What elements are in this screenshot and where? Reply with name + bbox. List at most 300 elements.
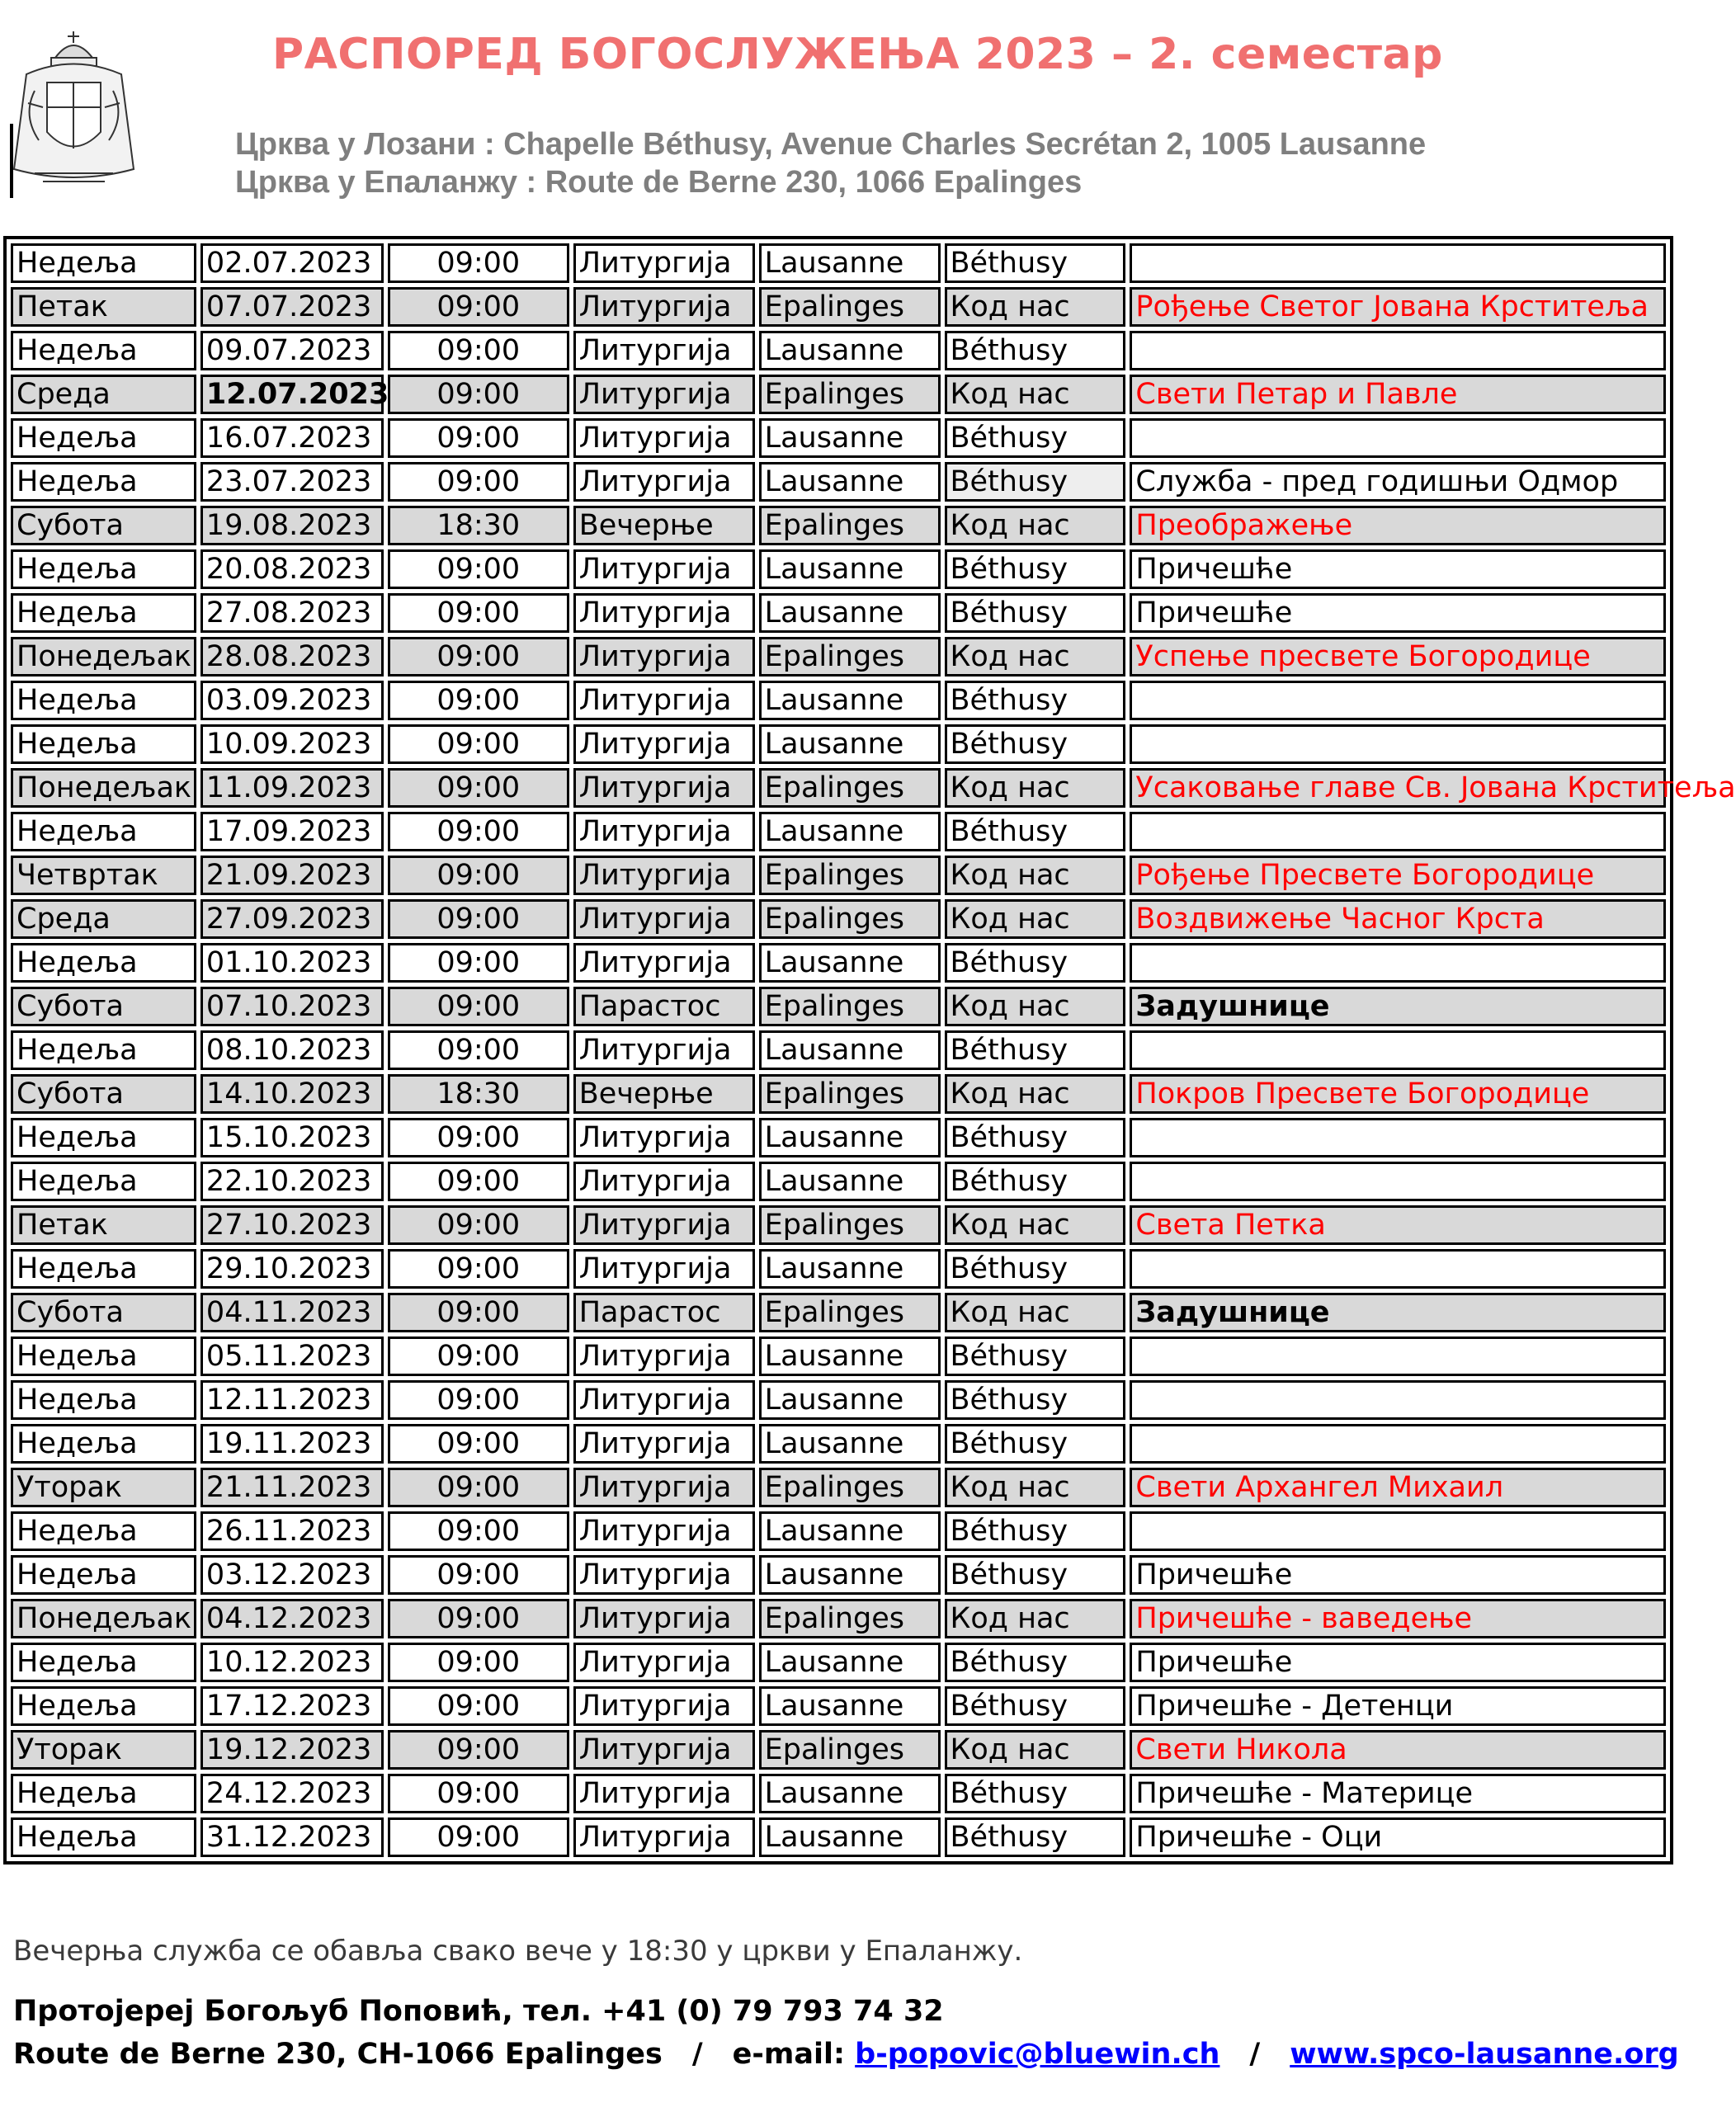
cell-day: Четвртак bbox=[11, 856, 196, 895]
cell-service: Литургија bbox=[573, 943, 755, 983]
cell-location: Код нас bbox=[945, 768, 1126, 808]
cell-service: Литургија bbox=[573, 724, 755, 764]
cell-service: Литургија bbox=[573, 856, 755, 895]
cell-note: Преображење bbox=[1130, 506, 1666, 545]
cell-place: Lausanne bbox=[759, 1336, 941, 1376]
cell-note: Свети Никола bbox=[1130, 1730, 1666, 1770]
cell-date: 07.10.2023 bbox=[200, 987, 384, 1026]
cell-location: Béthusy bbox=[945, 1511, 1126, 1551]
cell-location: Béthusy bbox=[945, 681, 1126, 720]
vespers-note: Вечерња служба се обавља свако вече у 18:30 у цркви у Епаланжу. bbox=[13, 1935, 1023, 1968]
cell-location: Béthusy bbox=[945, 593, 1126, 633]
cell-service: Литургија bbox=[573, 462, 755, 502]
cell-day: Недеља bbox=[11, 943, 196, 983]
cell-place: Lausanne bbox=[759, 681, 941, 720]
cell-day: Субота bbox=[11, 987, 196, 1026]
cell-service: Литургија bbox=[573, 1118, 755, 1157]
cell-place: Epalinges bbox=[759, 1205, 941, 1245]
cell-note: Причешће bbox=[1130, 1555, 1666, 1595]
cell-date: 03.09.2023 bbox=[200, 681, 384, 720]
cell-day: Недеља bbox=[11, 1336, 196, 1376]
cell-place: Lausanne bbox=[759, 1162, 941, 1201]
table-row bbox=[11, 331, 1666, 370]
cell-note: Задушнице bbox=[1130, 1293, 1666, 1332]
cell-day: Недеља bbox=[11, 549, 196, 589]
cell-time: 09:00 bbox=[388, 1118, 569, 1157]
cell-note: Успење пресвете Богородице bbox=[1130, 637, 1666, 676]
table-row bbox=[11, 287, 1666, 327]
cell-note bbox=[1130, 1424, 1666, 1464]
cell-time: 18:30 bbox=[388, 506, 569, 545]
cell-date: 17.12.2023 bbox=[200, 1686, 384, 1726]
cell-day: Петак bbox=[11, 287, 196, 327]
cell-date: 19.12.2023 bbox=[200, 1730, 384, 1770]
cell-service: Литургија bbox=[573, 1643, 755, 1682]
cell-place: Lausanne bbox=[759, 462, 941, 502]
cell-note: Причешће - ваведење bbox=[1130, 1599, 1666, 1638]
cell-date: 24.12.2023 bbox=[200, 1774, 384, 1813]
cell-note bbox=[1130, 812, 1666, 851]
cell-place: Lausanne bbox=[759, 243, 941, 283]
cell-service: Литургија bbox=[573, 287, 755, 327]
cell-note bbox=[1130, 1249, 1666, 1289]
address-epalinges: Црква у Епаланжу : Route de Berne 230, 1066 Epalinges bbox=[235, 165, 1083, 200]
table-row bbox=[11, 1686, 1666, 1726]
cell-service: Литургија bbox=[573, 1162, 755, 1201]
cell-location: Béthusy bbox=[945, 1162, 1126, 1201]
cell-note bbox=[1130, 1118, 1666, 1157]
cell-service: Литургија bbox=[573, 1817, 755, 1857]
cell-time: 09:00 bbox=[388, 418, 569, 458]
cell-note: Рођење Светог Јована Крститеља bbox=[1130, 287, 1666, 327]
cell-day: Недеља bbox=[11, 1118, 196, 1157]
cell-location: Код нас bbox=[945, 1205, 1126, 1245]
table-row bbox=[11, 987, 1666, 1026]
cell-note: Причешће bbox=[1130, 1643, 1666, 1682]
cell-note bbox=[1130, 1162, 1666, 1201]
cell-time: 09:00 bbox=[388, 637, 569, 676]
table-row bbox=[11, 1380, 1666, 1420]
cell-time: 09:00 bbox=[388, 856, 569, 895]
cell-place: Epalinges bbox=[759, 1730, 941, 1770]
cell-day: Уторак bbox=[11, 1730, 196, 1770]
cell-date: 15.10.2023 bbox=[200, 1118, 384, 1157]
cell-place: Epalinges bbox=[759, 1293, 941, 1332]
cell-date: 26.11.2023 bbox=[200, 1511, 384, 1551]
cell-time: 09:00 bbox=[388, 1380, 569, 1420]
cell-day: Недеља bbox=[11, 1686, 196, 1726]
cell-time: 09:00 bbox=[388, 812, 569, 851]
cell-time: 09:00 bbox=[388, 549, 569, 589]
table-row bbox=[11, 593, 1666, 633]
table-row bbox=[11, 681, 1666, 720]
cell-service: Литургија bbox=[573, 1380, 755, 1420]
cell-service: Литургија bbox=[573, 418, 755, 458]
cell-service: Литургија bbox=[573, 1249, 755, 1289]
cell-service: Литургија bbox=[573, 1730, 755, 1770]
table-row bbox=[11, 899, 1666, 939]
cell-date: 09.07.2023 bbox=[200, 331, 384, 370]
cell-time: 09:00 bbox=[388, 1468, 569, 1507]
cell-note bbox=[1130, 681, 1666, 720]
table-row bbox=[11, 1249, 1666, 1289]
cell-date: 20.08.2023 bbox=[200, 549, 384, 589]
cell-service: Литургија bbox=[573, 1336, 755, 1376]
table-row bbox=[11, 1162, 1666, 1201]
cell-location: Béthusy bbox=[945, 1817, 1126, 1857]
cell-location: Béthusy bbox=[945, 1643, 1126, 1682]
cell-note bbox=[1130, 331, 1666, 370]
table-row bbox=[11, 1293, 1666, 1332]
cell-day: Недеља bbox=[11, 724, 196, 764]
cell-location: Код нас bbox=[945, 1730, 1126, 1770]
cell-time: 18:30 bbox=[388, 1074, 569, 1114]
cell-location: Béthusy bbox=[945, 1336, 1126, 1376]
cell-place: Epalinges bbox=[759, 375, 941, 414]
table-row bbox=[11, 1817, 1666, 1857]
cell-time: 09:00 bbox=[388, 1555, 569, 1595]
cell-time: 09:00 bbox=[388, 331, 569, 370]
cell-location: Béthusy bbox=[945, 418, 1126, 458]
cell-location: Béthusy bbox=[945, 1424, 1126, 1464]
website-link[interactable]: www.spco-lausanne.org bbox=[1290, 2038, 1679, 2071]
cell-service: Литургија bbox=[573, 1424, 755, 1464]
crest-divider bbox=[10, 124, 13, 198]
cell-service: Литургија bbox=[573, 593, 755, 633]
cell-service: Литургија bbox=[573, 1599, 755, 1638]
cell-location: Код нас bbox=[945, 375, 1126, 414]
cell-service: Литургија bbox=[573, 1468, 755, 1507]
cell-service: Литургија bbox=[573, 243, 755, 283]
table-row bbox=[11, 549, 1666, 589]
cell-note bbox=[1130, 1336, 1666, 1376]
cell-location: Код нас bbox=[945, 1599, 1126, 1638]
page-title: РАСПОРЕД БОГОСЛУЖЕЊА 2023 – 2. семестар bbox=[272, 30, 1443, 79]
cell-date: 22.10.2023 bbox=[200, 1162, 384, 1201]
cell-location: Béthusy bbox=[945, 1380, 1126, 1420]
table-row bbox=[11, 1205, 1666, 1245]
cell-time: 09:00 bbox=[388, 1686, 569, 1726]
cell-note bbox=[1130, 724, 1666, 764]
table-row bbox=[11, 812, 1666, 851]
church-crest-icon bbox=[10, 25, 138, 198]
cell-day: Субота bbox=[11, 1293, 196, 1332]
cell-note: Рођење Пресвете Богородице bbox=[1130, 856, 1666, 895]
separator: / bbox=[1249, 2038, 1261, 2071]
cell-service: Литургија bbox=[573, 1030, 755, 1070]
cell-place: Lausanne bbox=[759, 1511, 941, 1551]
cell-day: Недеља bbox=[11, 243, 196, 283]
table-row bbox=[11, 1599, 1666, 1638]
cell-place: Epalinges bbox=[759, 856, 941, 895]
cell-note: Причешће - Материце bbox=[1130, 1774, 1666, 1813]
cell-day: Недеља bbox=[11, 1249, 196, 1289]
cell-location: Béthusy bbox=[945, 549, 1126, 589]
cell-note bbox=[1130, 1511, 1666, 1551]
cell-time: 09:00 bbox=[388, 1205, 569, 1245]
cell-place: Lausanne bbox=[759, 1249, 941, 1289]
table-row bbox=[11, 943, 1666, 983]
cell-place: Lausanne bbox=[759, 1424, 941, 1464]
cell-date: 10.09.2023 bbox=[200, 724, 384, 764]
cell-service: Вечерње bbox=[573, 1074, 755, 1114]
contact-line bbox=[13, 2038, 1679, 2071]
cell-service: Литургија bbox=[573, 768, 755, 808]
table-row bbox=[11, 1118, 1666, 1157]
cell-note: Служба - пред годишњи Одмор bbox=[1130, 462, 1666, 502]
cell-location: Béthusy bbox=[945, 724, 1126, 764]
cell-service: Литургија bbox=[573, 1774, 755, 1813]
cell-place: Lausanne bbox=[759, 1817, 941, 1857]
cell-day: Недеља bbox=[11, 1555, 196, 1595]
cell-date: 19.11.2023 bbox=[200, 1424, 384, 1464]
cell-place: Epalinges bbox=[759, 1599, 941, 1638]
email-label: e-mail: bbox=[732, 2038, 845, 2071]
cell-time: 09:00 bbox=[388, 1730, 569, 1770]
cell-location: Код нас bbox=[945, 1468, 1126, 1507]
cell-place: Lausanne bbox=[759, 812, 941, 851]
cell-service: Литургија bbox=[573, 1205, 755, 1245]
cell-day: Недеља bbox=[11, 593, 196, 633]
cell-day: Недеља bbox=[11, 1424, 196, 1464]
cell-note: Свети Архангел Михаил bbox=[1130, 1468, 1666, 1507]
cell-place: Epalinges bbox=[759, 287, 941, 327]
cell-day: Недеља bbox=[11, 1643, 196, 1682]
table-row bbox=[11, 637, 1666, 676]
cell-day: Недеља bbox=[11, 812, 196, 851]
cell-note: Причешће - Детенци bbox=[1130, 1686, 1666, 1726]
address-lausanne: Црква у Лозани : Chapelle Béthusy, Avenue Charles Secrétan 2, 1005 Lausanne bbox=[235, 127, 1427, 162]
cell-time: 09:00 bbox=[388, 287, 569, 327]
cell-place: Lausanne bbox=[759, 943, 941, 983]
cell-place: Epalinges bbox=[759, 1074, 941, 1114]
cell-place: Lausanne bbox=[759, 1643, 941, 1682]
table-row bbox=[11, 506, 1666, 545]
cell-place: Lausanne bbox=[759, 1030, 941, 1070]
cell-service: Литургија bbox=[573, 331, 755, 370]
cell-location: Béthusy bbox=[945, 1249, 1126, 1289]
cell-date: 05.11.2023 bbox=[200, 1336, 384, 1376]
table-row bbox=[11, 1074, 1666, 1114]
cell-time: 09:00 bbox=[388, 899, 569, 939]
cell-place: Epalinges bbox=[759, 506, 941, 545]
cell-location: Код нас bbox=[945, 287, 1126, 327]
cell-day: Недеља bbox=[11, 1817, 196, 1857]
cell-date: 14.10.2023 bbox=[200, 1074, 384, 1114]
cell-date: 27.09.2023 bbox=[200, 899, 384, 939]
table-row bbox=[11, 1424, 1666, 1464]
cell-note: Света Петка bbox=[1130, 1205, 1666, 1245]
cell-time: 09:00 bbox=[388, 987, 569, 1026]
cell-date: 12.07.2023 bbox=[200, 375, 384, 414]
cell-day: Недеља bbox=[11, 1380, 196, 1420]
cell-time: 09:00 bbox=[388, 593, 569, 633]
schedule-table bbox=[3, 236, 1736, 1864]
cell-location: Béthusy bbox=[945, 812, 1126, 851]
cell-time: 09:00 bbox=[388, 1643, 569, 1682]
cell-place: Lausanne bbox=[759, 724, 941, 764]
cell-location: Béthusy bbox=[945, 1686, 1126, 1726]
cell-day: Понедељак bbox=[11, 1599, 196, 1638]
cell-location: Béthusy bbox=[945, 243, 1126, 283]
cell-day: Петак bbox=[11, 1205, 196, 1245]
cell-service: Парастос bbox=[573, 987, 755, 1026]
cell-place: Lausanne bbox=[759, 593, 941, 633]
cell-note bbox=[1130, 243, 1666, 283]
cell-service: Литургија bbox=[573, 1511, 755, 1551]
table-row bbox=[11, 1336, 1666, 1376]
cell-service: Литургија bbox=[573, 681, 755, 720]
cell-day: Недеља bbox=[11, 1162, 196, 1201]
cell-date: 07.07.2023 bbox=[200, 287, 384, 327]
priest-contact: Протојереј Богољуб Поповић, тел. +41 (0) 79 793 74 32 bbox=[13, 1995, 944, 2028]
cell-date: 19.08.2023 bbox=[200, 506, 384, 545]
cell-day: Недеља bbox=[11, 418, 196, 458]
cell-location: Код нас bbox=[945, 856, 1126, 895]
cell-date: 28.08.2023 bbox=[200, 637, 384, 676]
cell-place: Lausanne bbox=[759, 549, 941, 589]
cell-time: 09:00 bbox=[388, 375, 569, 414]
table-row bbox=[11, 1468, 1666, 1507]
cell-date: 08.10.2023 bbox=[200, 1030, 384, 1070]
cell-day: Недеља bbox=[11, 1774, 196, 1813]
cell-place: Epalinges bbox=[759, 899, 941, 939]
cell-note: Покров Пресвете Богородице bbox=[1130, 1074, 1666, 1114]
cell-place: Lausanne bbox=[759, 331, 941, 370]
cell-place: Epalinges bbox=[759, 768, 941, 808]
cell-place: Lausanne bbox=[759, 418, 941, 458]
table-row bbox=[11, 418, 1666, 458]
table-row bbox=[11, 724, 1666, 764]
cell-day: Недеља bbox=[11, 462, 196, 502]
cell-place: Lausanne bbox=[759, 1380, 941, 1420]
cell-note: Воздвижење Часног Крста bbox=[1130, 899, 1666, 939]
table-row bbox=[11, 1730, 1666, 1770]
cell-location: Код нас bbox=[945, 987, 1126, 1026]
cell-service: Литургија bbox=[573, 549, 755, 589]
cell-place: Epalinges bbox=[759, 987, 941, 1026]
cell-service: Парастос bbox=[573, 1293, 755, 1332]
cell-place: Lausanne bbox=[759, 1118, 941, 1157]
table-row bbox=[11, 856, 1666, 895]
cell-service: Литургија bbox=[573, 899, 755, 939]
table-row bbox=[11, 243, 1666, 283]
cell-time: 09:00 bbox=[388, 1293, 569, 1332]
cell-location: Béthusy bbox=[945, 1555, 1126, 1595]
cell-day: Субота bbox=[11, 1074, 196, 1114]
cell-place: Epalinges bbox=[759, 637, 941, 676]
cell-date: 11.09.2023 bbox=[200, 768, 384, 808]
cell-date: 23.07.2023 bbox=[200, 462, 384, 502]
cell-location: Код нас bbox=[945, 1293, 1126, 1332]
table-row bbox=[11, 462, 1666, 502]
schedule-body bbox=[11, 243, 1736, 1857]
cell-note: Свети Петар и Павле bbox=[1130, 375, 1666, 414]
cell-location: Béthusy bbox=[945, 943, 1126, 983]
cell-time: 09:00 bbox=[388, 1424, 569, 1464]
cell-time: 09:00 bbox=[388, 768, 569, 808]
table-row bbox=[11, 1643, 1666, 1682]
cell-place: Lausanne bbox=[759, 1774, 941, 1813]
cell-time: 09:00 bbox=[388, 1774, 569, 1813]
cell-service: Литургија bbox=[573, 1555, 755, 1595]
cell-service: Литургија bbox=[573, 812, 755, 851]
cell-time: 09:00 bbox=[388, 724, 569, 764]
cell-note: Задушнице bbox=[1130, 987, 1666, 1026]
cell-location: Béthusy bbox=[945, 1774, 1126, 1813]
cell-date: 21.11.2023 bbox=[200, 1468, 384, 1507]
cell-note: Причешће bbox=[1130, 593, 1666, 633]
cell-day: Среда bbox=[11, 375, 196, 414]
cell-date: 04.11.2023 bbox=[200, 1293, 384, 1332]
cell-day: Субота bbox=[11, 506, 196, 545]
cell-time: 09:00 bbox=[388, 1511, 569, 1551]
cell-date: 16.07.2023 bbox=[200, 418, 384, 458]
cell-day: Недеља bbox=[11, 1511, 196, 1551]
cell-place: Epalinges bbox=[759, 1468, 941, 1507]
cell-date: 29.10.2023 bbox=[200, 1249, 384, 1289]
cell-date: 17.09.2023 bbox=[200, 812, 384, 851]
cell-day: Среда bbox=[11, 899, 196, 939]
cell-date: 21.09.2023 bbox=[200, 856, 384, 895]
cell-note: Причешће bbox=[1130, 549, 1666, 589]
separator: / bbox=[691, 2038, 703, 2071]
cell-note bbox=[1130, 1380, 1666, 1420]
email-link[interactable]: b-popovic@bluewin.ch bbox=[855, 2038, 1220, 2071]
cell-day: Недеља bbox=[11, 331, 196, 370]
cell-place: Lausanne bbox=[759, 1686, 941, 1726]
cell-time: 09:00 bbox=[388, 943, 569, 983]
cell-service: Вечерње bbox=[573, 506, 755, 545]
table-row bbox=[11, 1511, 1666, 1551]
cell-time: 09:00 bbox=[388, 1336, 569, 1376]
cell-date: 27.08.2023 bbox=[200, 593, 384, 633]
cell-note bbox=[1130, 1030, 1666, 1070]
table-row bbox=[11, 1555, 1666, 1595]
cell-note bbox=[1130, 943, 1666, 983]
cell-location: Béthusy bbox=[945, 1030, 1126, 1070]
cell-location: Béthusy bbox=[945, 1118, 1126, 1157]
cell-date: 10.12.2023 bbox=[200, 1643, 384, 1682]
cell-date: 02.07.2023 bbox=[200, 243, 384, 283]
cell-location: Код нас bbox=[945, 637, 1126, 676]
cell-note: Причешће - Оци bbox=[1130, 1817, 1666, 1857]
cell-time: 09:00 bbox=[388, 1817, 569, 1857]
cell-note bbox=[1130, 418, 1666, 458]
cell-day: Недеља bbox=[11, 1030, 196, 1070]
cell-day: Недеља bbox=[11, 681, 196, 720]
cell-location: Код нас bbox=[945, 1074, 1126, 1114]
cell-time: 09:00 bbox=[388, 1162, 569, 1201]
cell-note: Усаковање главе Св. Јована Крститеља bbox=[1130, 768, 1666, 808]
table-row bbox=[11, 375, 1666, 414]
cell-time: 09:00 bbox=[388, 243, 569, 283]
cell-date: 12.11.2023 bbox=[200, 1380, 384, 1420]
cell-date: 31.12.2023 bbox=[200, 1817, 384, 1857]
cell-time: 09:00 bbox=[388, 462, 569, 502]
cell-date: 03.12.2023 bbox=[200, 1555, 384, 1595]
cell-location: Béthusy bbox=[945, 462, 1126, 502]
cell-date: 04.12.2023 bbox=[200, 1599, 384, 1638]
contact-address: Route de Berne 230, CH-1066 Epalinges bbox=[13, 2038, 663, 2071]
cell-time: 09:00 bbox=[388, 1599, 569, 1638]
cell-location: Код нас bbox=[945, 506, 1126, 545]
cell-service: Литургија bbox=[573, 375, 755, 414]
cell-date: 01.10.2023 bbox=[200, 943, 384, 983]
cell-time: 09:00 bbox=[388, 1030, 569, 1070]
cell-service: Литургија bbox=[573, 1686, 755, 1726]
cell-location: Код нас bbox=[945, 899, 1126, 939]
